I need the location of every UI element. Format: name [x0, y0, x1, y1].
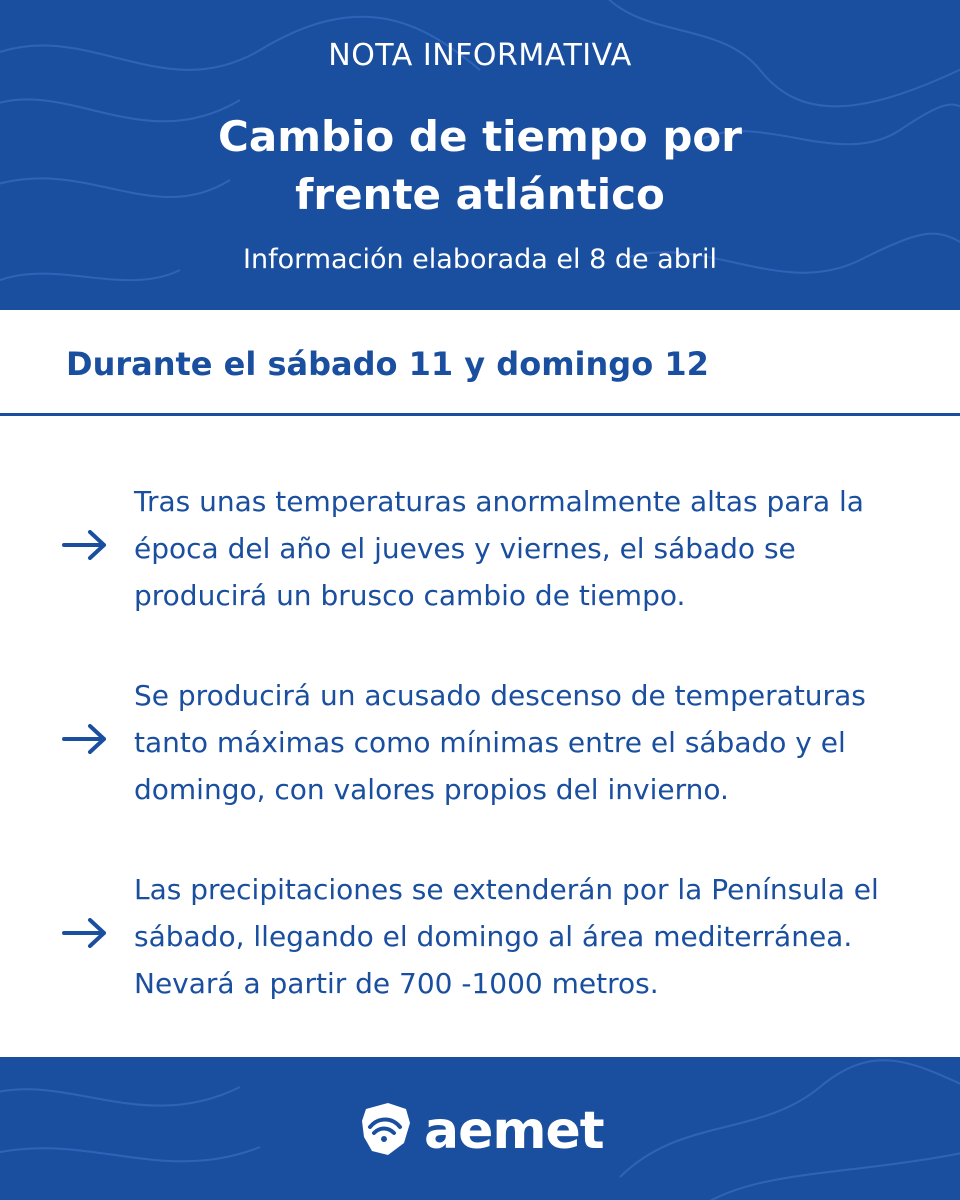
list-item [0, 478, 960, 618]
list-item [0, 866, 960, 1006]
item-text: Las precipitaciones se extenderán por la Península el sábado, llegando el domingo al área mediterránea. Nevará a partir de 700 -1000 metros. [134, 873, 879, 1000]
list-item [0, 672, 960, 812]
logo-wordmark: aemet [424, 1101, 604, 1161]
arrow-right-icon [62, 724, 108, 754]
item-text: Se producirá un acusado descenso de temperaturas tanto máximas como mínimas entre el sábado y el domingo, con valores propios del invierno. [134, 679, 866, 806]
aemet-logo [358, 1099, 618, 1161]
aemet-logo-icon [358, 1099, 416, 1161]
publication-date: Información elaborada el 8 de abril [243, 244, 717, 275]
arrow-right-icon [62, 918, 108, 948]
title-line-1: Cambio de tiempo por [218, 112, 742, 161]
arrow-right-icon [62, 530, 108, 560]
footer-banner [0, 1057, 960, 1200]
section-title: Durante el sábado 11 y domingo 12 [66, 345, 709, 383]
title-line-2: frente atlántico [295, 170, 665, 219]
note-kicker: NOTA INFORMATIVA [328, 38, 632, 73]
header-banner [0, 0, 960, 310]
page-title [0, 108, 960, 224]
section-divider [0, 413, 960, 416]
item-text: Tras unas temperaturas anormalmente altas para la época del año el jueves y viernes, el sábado se producirá un brusco cambio de tiempo. [134, 485, 864, 612]
